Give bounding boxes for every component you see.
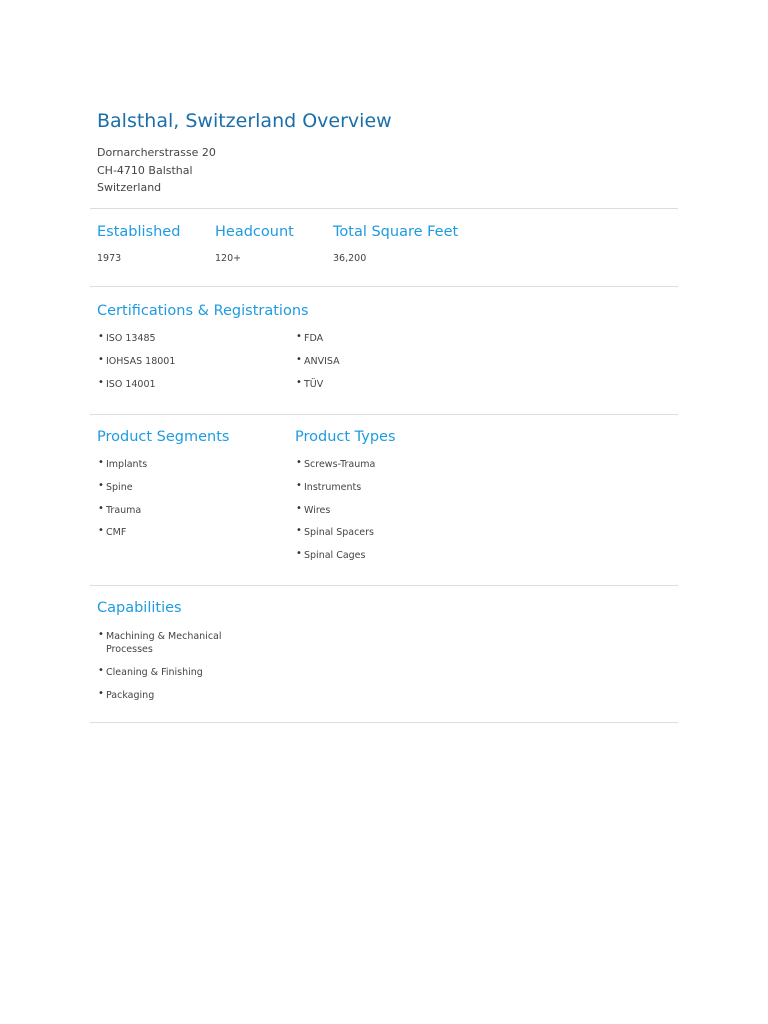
certifications-list-left	[97, 332, 175, 400]
address-block	[97, 144, 216, 197]
list-item: • Spinal Spacers	[295, 526, 375, 539]
stat-headcount-label: Headcount	[215, 224, 294, 240]
product-segments-heading: Product Segments	[97, 429, 230, 445]
list-item: • CMF	[97, 526, 147, 539]
capabilities-heading: Capabilities	[97, 600, 182, 616]
capabilities-list	[97, 630, 257, 711]
list-item: • FDA	[295, 332, 340, 345]
list-item: • TÜV	[295, 378, 340, 391]
list-item: • Spine	[97, 481, 147, 494]
address-city: CH-4710 Balsthal	[97, 163, 193, 177]
product-types-heading: Product Types	[295, 429, 396, 445]
certifications-list-right	[295, 332, 340, 400]
divider	[90, 286, 678, 287]
list-item: • Implants	[97, 458, 147, 471]
stat-headcount-value: 120+	[215, 253, 242, 264]
product-segments-list	[97, 458, 147, 549]
stat-square-feet-value: 36,200	[333, 253, 367, 264]
list-item: • Screws-Trauma	[295, 458, 375, 471]
list-item: • Packaging	[97, 689, 257, 702]
list-item: • Machining & Mechanical Processes	[97, 630, 257, 656]
divider	[90, 722, 678, 723]
stat-square-feet-label: Total Square Feet	[333, 224, 459, 240]
list-item: • Cleaning & Finishing	[97, 666, 257, 679]
list-item: • Spinal Cages	[295, 549, 375, 562]
product-types-list	[295, 458, 375, 572]
divider	[90, 585, 678, 586]
divider	[90, 414, 678, 415]
stat-established-value: 1973	[97, 253, 122, 264]
list-item: • Wires	[295, 504, 375, 517]
list-item: • Instruments	[295, 481, 375, 494]
stat-established-label: Established	[97, 224, 181, 240]
address-country: Switzerland	[97, 181, 162, 194]
certifications-heading: Certifications & Registrations	[97, 303, 309, 319]
list-item: • ANVISA	[295, 355, 340, 368]
list-item: • ISO 14001	[97, 378, 175, 391]
page-title: Balsthal, Switzerland Overview	[97, 110, 392, 132]
divider	[90, 208, 678, 209]
list-item: • ISO 13485	[97, 332, 175, 345]
list-item: • IOHSAS 18001	[97, 355, 175, 368]
address-street: Dornarcherstrasse 20	[97, 146, 216, 159]
list-item: • Trauma	[97, 504, 147, 517]
